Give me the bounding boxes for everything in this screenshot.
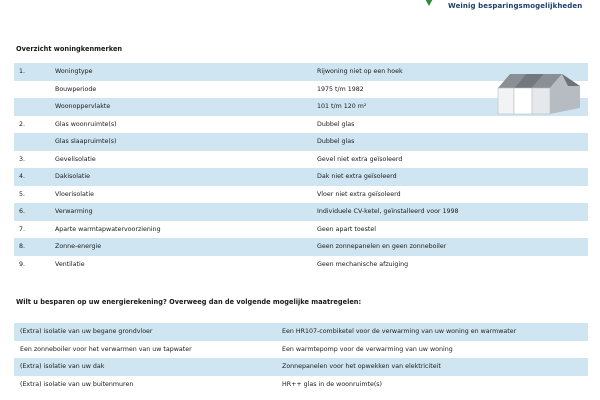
row-label: Dakisolatie — [55, 173, 90, 181]
measure-right: Een HR107-combiketel voor de verwarming van uw woning en warmwater — [282, 328, 517, 336]
row-number: 4. — [19, 173, 26, 181]
row-value: Geen apart toestel — [317, 225, 376, 233]
house-icon — [496, 70, 582, 116]
row-number: 6. — [19, 208, 26, 216]
row-number: 2. — [19, 120, 26, 128]
row-value: Dubbel glas — [317, 120, 355, 128]
measure-row — [14, 376, 588, 394]
measure-row — [14, 358, 588, 376]
measures-title: Wilt u besparen op uw energierekening? Overweeg dan de volgende mogelijke maatregelen: — [16, 298, 362, 306]
row-value: 101 t/m 120 m² — [317, 103, 367, 111]
row-value: Gevel niet extra geïsoleerd — [317, 155, 403, 163]
table-row — [14, 203, 588, 221]
row-label: Glas woonruimte(s) — [55, 120, 117, 128]
row-value: Vloer niet extra geïsoleerd — [317, 190, 401, 198]
table-row — [14, 168, 588, 186]
row-number: 8. — [19, 243, 26, 251]
table-row — [14, 116, 588, 134]
row-number: 7. — [19, 225, 26, 233]
measure-row — [14, 323, 588, 341]
row-number: 1. — [19, 68, 26, 76]
table-row — [14, 221, 588, 239]
row-label: Ventilatie — [55, 260, 85, 268]
row-value: Dubbel glas — [317, 138, 355, 146]
row-label: Woningtype — [55, 68, 93, 76]
measure-right: HR++ glas in de woonruimte(s) — [282, 380, 383, 388]
measure-left: (Extra) isolatie van uw dak — [20, 363, 105, 371]
row-label: Verwarming — [55, 208, 93, 216]
row-number: 9. — [19, 260, 26, 268]
row-value: Geen zonnepanelen en geen zonneboiler — [317, 243, 447, 251]
measures-table — [14, 323, 588, 393]
row-value: Geen mechanische afzuiging — [317, 260, 409, 268]
measure-left: Een zonneboiler voor het verwarmen van uw tapwater — [20, 345, 192, 353]
row-label: Gevelisolatie — [55, 155, 96, 163]
row-value: 1975 t/m 1982 — [317, 85, 364, 93]
row-number: 5. — [19, 190, 26, 198]
row-label: Zonne-energie — [55, 243, 102, 251]
measure-row — [14, 341, 588, 359]
row-label: Aparte warmtapwatervoorziening — [55, 225, 161, 233]
row-number: 3. — [19, 155, 26, 163]
table-row — [14, 238, 588, 256]
row-label: Bouwperiode — [55, 85, 97, 93]
table-row — [14, 256, 588, 274]
measure-left: (Extra) isolatie van uw buitenmuren — [20, 380, 134, 388]
table-row — [14, 151, 588, 169]
row-label: Woonoppervlakte — [55, 103, 111, 111]
tagline: Weinig besparingsmogelijkheden — [448, 2, 583, 10]
row-value: Rijwoning niet op een hoek — [317, 68, 403, 76]
measure-right: Een warmtepomp voor de verwarming van uw woning — [282, 345, 453, 353]
overview-title: Overzicht woningkenmerken — [16, 45, 123, 53]
table-row — [14, 186, 588, 204]
logo-icon — [418, 0, 440, 8]
row-value: Dak niet extra geïsoleerd — [317, 173, 397, 181]
row-value: Individuele CV-ketel, geïnstalleerd voor 1998 — [317, 208, 459, 216]
row-label: Vloerisolatie — [55, 190, 94, 198]
row-label: Glas slaapruimte(s) — [55, 138, 117, 146]
table-row — [14, 133, 588, 151]
measure-right: Zonnepanelen voor het opwekken van elektriciteit — [282, 363, 441, 371]
measure-left: (Extra) isolatie van uw begane grondvloer — [20, 328, 153, 336]
